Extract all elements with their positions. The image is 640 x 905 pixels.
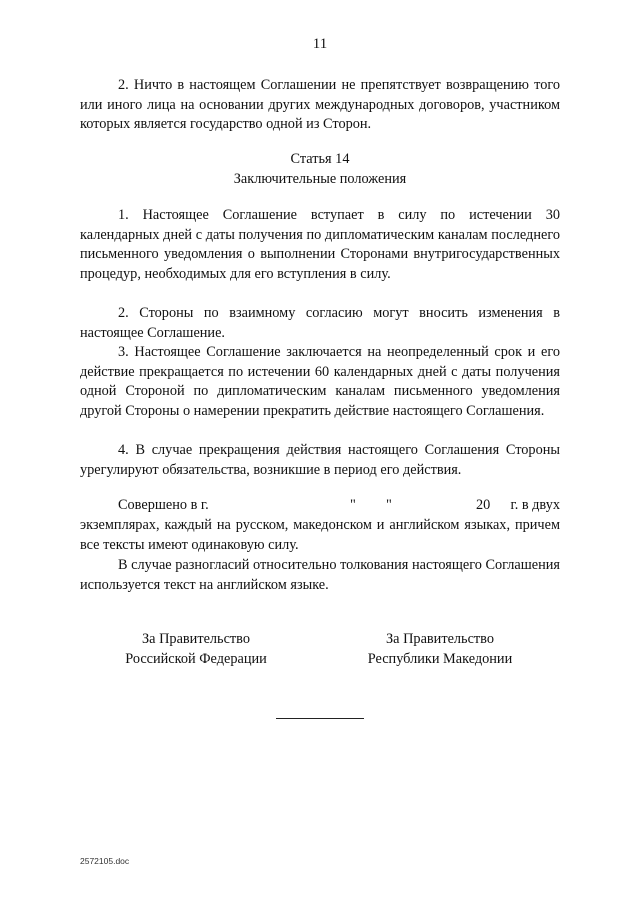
signature-russia-line-1: За Правительство: [142, 631, 250, 647]
signature-macedonia-line-1: За Правительство: [386, 631, 494, 647]
page-number: 11: [312, 36, 328, 52]
signature-macedonia-line-2: Республики Македонии: [367, 650, 513, 667]
article13-paragraph-2: 2. Ничто в настоящем Соглашении не препятствует возвращению того или иного лица на основании других международных договоров, участником которых является государство одной из Сторон.: [80, 77, 560, 133]
article14-paragraph-3: 3. Настоящее Соглашение заключается на неопределенный срок и его действие прекращается по истечении 60 календарных дней с даты получения одной Стороной по дипломатическим каналам письменного уведомления другой Стороны о намерении прекратить действие настоящего Соглашения.: [80, 344, 560, 419]
done-continuation: экземплярах, каждый на русском, македонском и английском языках, причем все тексты имеют одинаковую силу.: [80, 517, 560, 553]
file-name-footer: 2572105.doc: [80, 856, 130, 866]
done-quote-open: ": [350, 497, 356, 513]
signature-block-macedonia: [330, 630, 550, 669]
done-start: Совершено в г.: [118, 497, 209, 513]
article14-paragraph-1: 1. Настоящее Соглашение вступает в силу по истечении 30 календарных дней с даты получения по дипломатическим каналам последнего письменного уведомления о выполнении Сторонами внутригосударственных процедур, необходимых для его вступления в силу.: [80, 207, 560, 282]
signature-block-russia: [86, 630, 306, 669]
discrepancy-paragraph: В случае разногласий относительно толкования настоящего Соглашения используется текст на английском языке.: [80, 557, 560, 593]
signature-russia-line-2: Российской Федерации: [125, 650, 267, 667]
article-title: Заключительные положения: [233, 171, 407, 187]
article14-paragraph-2: 2. Стороны по взаимному согласию могут вносить изменения в настоящее Соглашение.: [80, 305, 560, 341]
done-quote-close: ": [386, 497, 392, 513]
closing-rule: [276, 718, 364, 719]
done-year: 20: [476, 497, 491, 513]
article14-paragraph-4: 4. В случае прекращения действия настоящего Соглашения Стороны урегулируют обязательства, возникшие в период его действия.: [80, 442, 560, 478]
article-heading: Статья 14: [290, 151, 350, 167]
done-tail: г. в двух: [510, 497, 560, 513]
